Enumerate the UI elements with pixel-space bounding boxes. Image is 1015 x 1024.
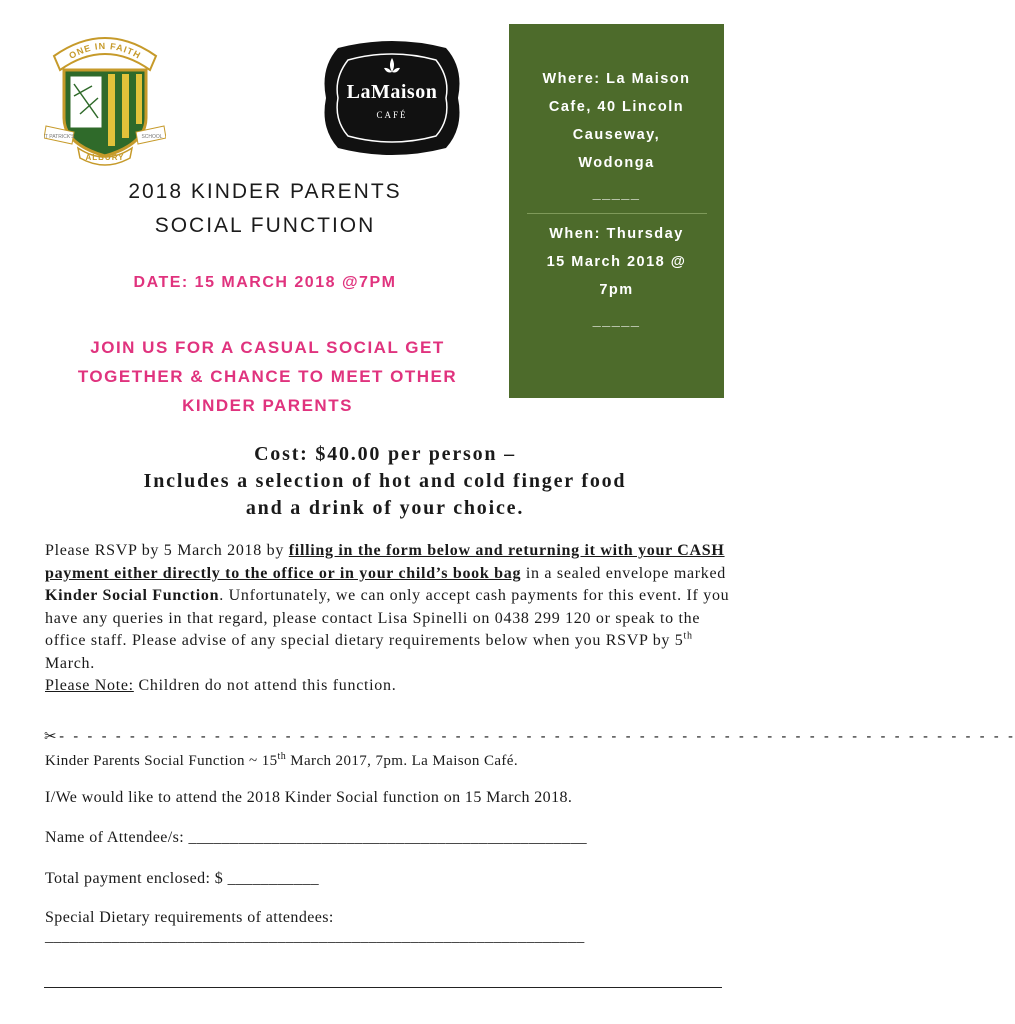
form-header-b: March 2017, 7pm. La Maison Café. — [286, 753, 519, 769]
cost-block — [40, 441, 730, 522]
dietary-label: Special Dietary requirements of attendees: — [45, 909, 334, 926]
event-info-panel — [509, 24, 724, 398]
cost-line3: and a drink of your choice. — [245, 497, 525, 519]
la-maison-cafe-logo — [318, 38, 466, 158]
where-line: Causeway, — [572, 127, 661, 143]
note-label: Please Note: — [45, 677, 134, 694]
cash-note-end: March. — [45, 654, 95, 672]
cash-note: Unfortunately, we can only accept cash payments for this event. If you have any queries in that regard, please contact Lisa Spinelli on 0438 299 120 or speak to the office staff. Please advise of any special dietary requirements below when you RSVP by 5 — [45, 587, 730, 649]
dietary-blank-line[interactable]: _________________________________________________________________ — [45, 928, 585, 945]
payment-field[interactable] — [45, 870, 735, 888]
school-crest-logo — [44, 26, 166, 166]
form-header — [45, 753, 735, 770]
invite-line2: TOGETHER & CHANCE TO MEET OTHER — [77, 367, 458, 386]
crest-motto: ONE IN FAITH — [67, 40, 143, 61]
when-line: When: Thursday — [549, 226, 684, 242]
when-line: 7pm — [599, 282, 634, 298]
event-date: DATE: 15 MARCH 2018 @7PM — [133, 274, 397, 291]
rsvp-mid: in a sealed envelope marked — [521, 564, 727, 582]
event-title — [50, 175, 480, 243]
where-line: Wodonga — [578, 155, 655, 171]
panel-separator: _____ — [592, 313, 641, 329]
crest-left-ribbon: ST PATRICK'S — [44, 134, 75, 140]
invite-line1: JOIN US FOR A CASUAL SOCIAL GET — [90, 338, 445, 357]
cost-line2: Includes a selection of hot and cold finger food — [143, 470, 627, 492]
note-text: Children do not attend this function. — [133, 677, 397, 694]
panel-separator: _____ — [592, 186, 641, 202]
event-title-line2: SOCIAL FUNCTION — [154, 214, 376, 237]
invite-text — [40, 333, 495, 420]
where-line: Where: La Maison — [542, 71, 691, 87]
rsvp-intro: Please RSVP by 5 March 2018 by — [45, 542, 289, 559]
rsvp-instructions: filling in the form below and returning it with your CASH payment either directly to the office or in your child’s book bag — [45, 542, 725, 582]
when-line: 15 March 2018 @ — [546, 254, 687, 270]
cut-line — [44, 727, 1015, 745]
bottom-divider — [44, 987, 722, 988]
attendee-name-field[interactable] — [45, 829, 735, 847]
event-title-line1: 2018 KINDER PARENTS — [128, 180, 402, 203]
attendee-name-blank[interactable]: ________________________________________________ — [188, 829, 587, 846]
invite-line3: KINDER PARENTS — [182, 396, 353, 415]
crest-place: ALBURY — [85, 153, 125, 162]
cash-note-sup: th — [683, 630, 693, 642]
cafe-logo-name: LaMaison — [346, 81, 438, 103]
scissors-icon: ✂ — [44, 727, 60, 745]
crest-right-ribbon: SCHOOL — [141, 134, 163, 140]
cost-line1: Cost: $40.00 per person – — [254, 443, 516, 465]
attend-statement: I/We would like to attend the 2018 Kinder Social function on 15 March 2018. — [45, 789, 573, 806]
envelope-label: Kinder Social Function — [45, 587, 220, 604]
payment-label: Total payment enclosed: $ — [45, 870, 228, 887]
rsvp-end: . — [219, 587, 224, 604]
cafe-logo-sub: CAFÉ — [376, 110, 408, 120]
payment-blank[interactable]: ___________ — [227, 870, 319, 887]
form-header-sup: th — [277, 751, 287, 762]
dietary-blank[interactable] — [45, 928, 735, 946]
form-header-a: Kinder Parents Social Function ~ 15 — [45, 753, 278, 769]
when-block — [509, 214, 724, 304]
where-line: Cafe, 40 Lincoln — [548, 99, 685, 115]
attendee-name-label: Name of Attendee/s: — [45, 829, 189, 846]
rsvp-paragraph — [45, 540, 735, 698]
cut-dashes: - - - - - - - - - - - - - - - - - - - - - - - - - - - - - - - - - - - - - - - - - - - - - - - - - - - - - - - - - - - - - - - - - - - - — [59, 728, 1015, 745]
where-block — [527, 24, 707, 177]
